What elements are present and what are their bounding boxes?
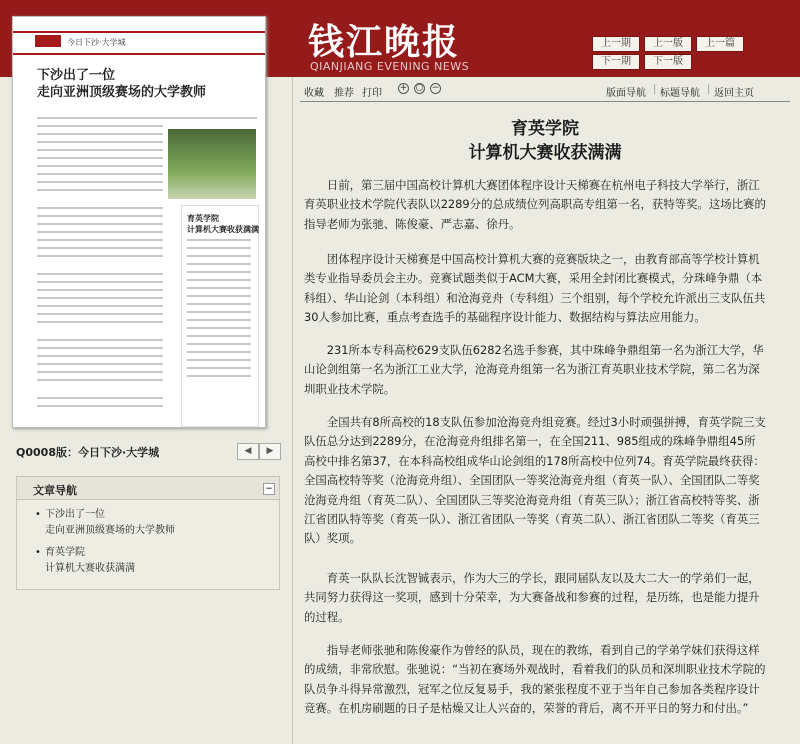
thumbnail-text-line bbox=[37, 223, 163, 225]
thumbnail-text-line bbox=[187, 375, 251, 377]
thumbnail-headline-line1: 下沙出了一位 bbox=[37, 68, 116, 83]
prev-article-button[interactable]: 上一篇 bbox=[696, 36, 744, 52]
thumbnail-text-line bbox=[37, 157, 163, 159]
thumbnail-text-line bbox=[187, 263, 251, 265]
thumbnail-text-line bbox=[37, 133, 163, 135]
thumbnail-text-line bbox=[37, 379, 163, 381]
zoom-in-icon[interactable]: + bbox=[399, 83, 408, 93]
thumbnail-text-line bbox=[37, 371, 163, 373]
left-column bbox=[0, 0, 292, 744]
thumbnail-text-line bbox=[37, 173, 163, 175]
thumbnail-text-line bbox=[187, 303, 251, 305]
nav-item-article-1[interactable] bbox=[35, 507, 175, 539]
toolbar-separator: | bbox=[707, 84, 711, 95]
article-paragraph: 团体程序设计天梯赛是中国高校计算机大赛的竞赛版块之一，由教育部高等学校计算机类专业指导委员会主办。竞赛试题类似于ACM大赛，采用全封闭比赛模式，分珠峰争鼎（本科组）、华山论剑（本科组）和沧海竞舟（专科组）三个组别，每个学校允许派出三支队伍共30人参加比赛，重点考查选手的基础程序设计能力、数据结构与算法应用能力。 bbox=[304, 252, 766, 325]
thumbnail-sidebox-title bbox=[187, 213, 259, 235]
thumbnail-text-line bbox=[187, 367, 251, 369]
nav-item-line1: 下沙出了一位 bbox=[45, 509, 105, 520]
next-page-button[interactable]: 下一版 bbox=[644, 54, 692, 70]
thumbnail-text-line bbox=[37, 141, 163, 143]
page-nav-link[interactable]: 版面导航 bbox=[606, 88, 646, 99]
thumbnail-text-line bbox=[37, 289, 163, 291]
title-nav-link[interactable]: 标题导航 bbox=[660, 88, 700, 99]
thumbnail-text-line bbox=[37, 149, 163, 151]
page-thumbnail[interactable] bbox=[12, 16, 266, 428]
thumbnail-text-line bbox=[37, 215, 163, 217]
article-paragraph: 指导老师张驰和陈俊豪作为曾经的队员，现在的教练，看到自己的学弟学妹们获得这样的成绩，非常欣慰。张驰说：“当初在赛场外观战时，看着我们的队员和深圳职业技术学院的队员争斗得异常激烈，冠军之位反复易手，我的紧张程度不亚于当年自己参加各类程序设计竞赛。在机房刷题的日子是枯燥又让人兴奋的，荣誉的背后，离不开平日的努力和付出。” bbox=[304, 643, 766, 716]
thumbnail-text-line bbox=[37, 125, 163, 127]
toolbar-separator: | bbox=[653, 84, 657, 95]
thumbnail-text-line bbox=[37, 339, 163, 341]
thumbnail-text-line bbox=[37, 397, 163, 399]
thumbnail-text-line bbox=[37, 231, 163, 233]
article-title: 育英学院 bbox=[511, 119, 579, 139]
thumbnail-logo-icon bbox=[35, 35, 61, 47]
thumbnail-text-line bbox=[187, 247, 251, 249]
thumbnail-redbar bbox=[13, 53, 265, 55]
nav-item-line2: 计算机大赛收获满满 bbox=[45, 563, 135, 574]
collapse-toggle-icon[interactable]: − bbox=[263, 483, 275, 495]
bullet-icon: • bbox=[35, 547, 41, 558]
thumbnail-text-line bbox=[187, 359, 251, 361]
thumbnail-text-line bbox=[187, 239, 251, 241]
thumbnail-text-line bbox=[37, 247, 163, 249]
thumbnail-text-line bbox=[187, 271, 251, 273]
nav-item-line1: 育英学院 bbox=[45, 547, 85, 558]
thumbnail-text-line bbox=[37, 363, 163, 365]
thumbnail-text-line bbox=[187, 255, 251, 257]
newspaper-logo-english: QIANJIANG EVENING NEWS bbox=[310, 60, 470, 73]
newspaper-logo: 钱江晚报 bbox=[308, 21, 461, 63]
thumbnail-text-line bbox=[187, 279, 251, 281]
prev-page-button[interactable]: 上一版 bbox=[644, 36, 692, 52]
thumbnail-headline[interactable] bbox=[37, 67, 206, 101]
thumbnail-text-line bbox=[37, 239, 163, 241]
thumbnail-headline-line2: 走向亚洲顶级赛场的大学教师 bbox=[37, 85, 207, 100]
thumbnail-text-line bbox=[37, 321, 163, 323]
bullet-icon: • bbox=[35, 509, 41, 520]
thumbnail-text-line bbox=[187, 351, 251, 353]
thumbnail-text-line bbox=[187, 311, 251, 313]
thumbnail-text-line bbox=[187, 327, 251, 329]
thumbnail-text-line bbox=[37, 355, 163, 357]
zoom-reset-icon[interactable]: ○ bbox=[415, 83, 424, 93]
nav-item-article-2[interactable] bbox=[35, 545, 135, 577]
thumbnail-text-line bbox=[37, 405, 163, 407]
next-edition-arrow-icon[interactable]: ▶ bbox=[259, 443, 281, 460]
thumbnail-section: 今日下沙·大学城 bbox=[67, 38, 126, 47]
article-paragraph: 全国共有8所高校的18支队伍参加沧海竞舟组竞赛。经过3小时顽强拼搏，育英学院三支队伍总分达到2289分，在沧海竞舟组排名第一，在全国211、985组成的珠峰争鼎组45所高校中排名第37，在本科高校组成华山论剑组的178所高校中位列74。育英学院最终获得：全国高校特等奖（沧海竞舟组）、全国团队一等奖沧海竞舟组（育英一队）、全国团队二等奖沧海竞舟组（育英二队）、全国团队三等奖沧海竞舟组（育英三队）；浙江省高校特等奖、浙江省团队特等奖（育英一队）、浙江省团队一等奖（育英二队）、浙江省团队二等奖（育英三队）奖项。 bbox=[304, 415, 766, 546]
prev-issue-button[interactable]: 上一期 bbox=[592, 36, 640, 52]
thumbnail-text-line bbox=[37, 273, 163, 275]
thumbnail-sidebox-title-line1: 育英学院 bbox=[187, 214, 219, 223]
thumbnail-text-line bbox=[37, 189, 163, 191]
nav-item-line2: 走向亚洲顶级赛场的大学教师 bbox=[45, 525, 175, 536]
edition-label: Q0008版：今日下沙·大学城 bbox=[16, 446, 160, 459]
article-paragraph: 日前，第三届中国高校计算机大赛团体程序设计天梯赛在杭州电子科技大学举行，浙江育英职业技术学院代表队以2289分的总成绩位列高职高专组第一名，获特等奖。这场比赛的指导老师为张驰、陈俊豪、严志嘉、徐丹。 bbox=[304, 178, 766, 231]
thumbnail-text-line bbox=[37, 297, 163, 299]
article-paragraph: 育英一队队长沈智铖表示，作为大三的学长，跟同届队友以及大二大一的学弟们一起，共同努力获得这一奖项，感到十分荣幸，为大赛备战和参赛的过程，是历练，也是能力提升的过程。 bbox=[304, 571, 760, 624]
column-divider bbox=[292, 77, 293, 744]
thumbnail-text-line bbox=[37, 181, 163, 183]
thumbnail-text-line bbox=[37, 281, 163, 283]
thumbnail-text-line bbox=[37, 305, 163, 307]
thumbnail-topbar bbox=[13, 17, 265, 33]
thumbnail-text-line bbox=[187, 335, 251, 337]
article-navigation-title: 文章导航 bbox=[33, 484, 77, 497]
thumbnail-photo bbox=[168, 129, 256, 199]
prev-edition-arrow-icon[interactable]: ◀ bbox=[237, 443, 259, 460]
thumbnail-text-line bbox=[37, 117, 257, 119]
article-navigation bbox=[16, 476, 280, 590]
zoom-out-icon[interactable]: − bbox=[431, 83, 440, 93]
home-link[interactable]: 返回主页 bbox=[714, 88, 754, 99]
thumbnail-text-line bbox=[187, 287, 251, 289]
thumbnail-text-line bbox=[187, 319, 251, 321]
thumbnail-text-line bbox=[187, 295, 251, 297]
thumbnail-text-line bbox=[37, 165, 163, 167]
thumbnail-text-line bbox=[37, 347, 163, 349]
recommend-button[interactable]: 推荐 bbox=[334, 88, 354, 99]
favorite-button[interactable]: 收藏 bbox=[304, 88, 324, 99]
thumbnail-text-line bbox=[37, 255, 163, 257]
thumbnail-text-line bbox=[187, 343, 251, 345]
next-issue-button[interactable]: 下一期 bbox=[592, 54, 640, 70]
thumbnail-sidebox-title-line2: 计算机大赛收获满满 bbox=[187, 225, 259, 234]
article-subtitle: 计算机大赛收获满满 bbox=[468, 143, 622, 163]
article-toolbar bbox=[300, 79, 790, 102]
print-button[interactable]: 打印 bbox=[362, 88, 382, 99]
thumbnail-text-line bbox=[37, 207, 163, 209]
article-paragraph: 231所本专科高校629支队伍6282名选手参赛，其中珠峰争鼎组第一名为浙江大学，华山论剑组第一名为浙江工业大学，沧海竞舟组第一名为浙江育英职业技术学院，第二名为深圳职业技术学院。 bbox=[304, 343, 764, 396]
thumbnail-text-line bbox=[37, 313, 163, 315]
